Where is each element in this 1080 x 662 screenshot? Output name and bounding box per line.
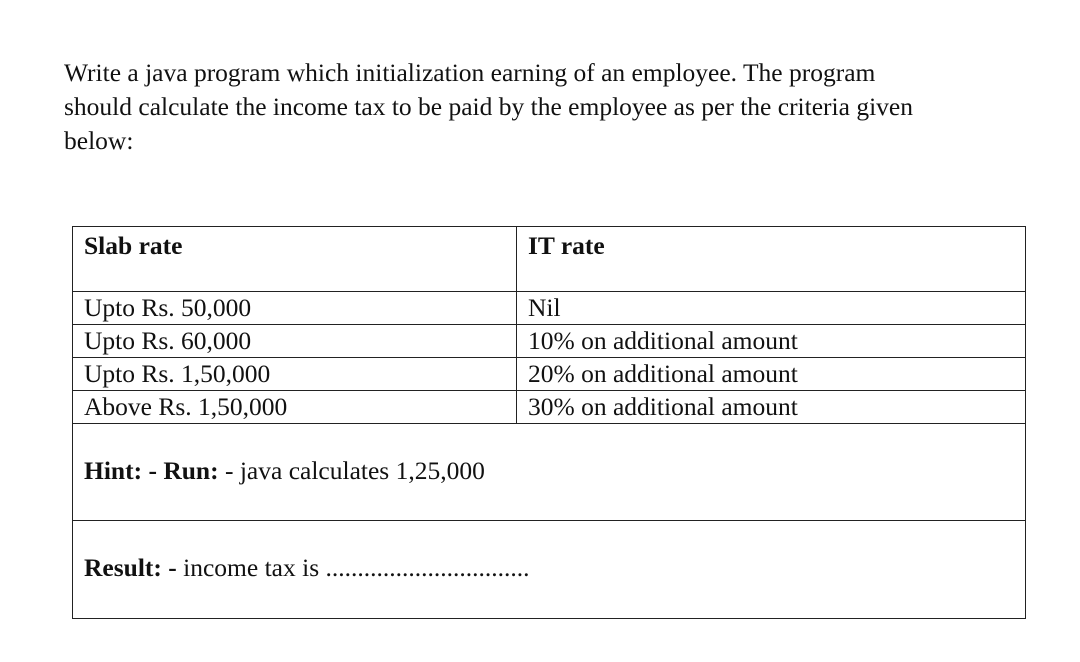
slab-rate-header: Slab rate [73,227,517,292]
rate-cell: 10% on additional amount [517,325,1026,358]
result-row [73,521,1026,619]
table-row [73,325,1026,358]
question-text [64,56,1024,158]
run-label: Run: [163,456,219,485]
question-line-1: Write a java program which initialization earning of an employee. The program [64,58,876,87]
it-rate-header: IT rate [517,227,1026,292]
slab-cell: Upto Rs. 50,000 [73,292,517,325]
slab-cell: Upto Rs. 60,000 [73,325,517,358]
result-cell [73,521,1026,619]
table-row [73,292,1026,325]
result-blank: ................................ [325,553,530,582]
slab-cell: Above Rs. 1,50,000 [73,391,517,424]
result-label: Result: - [84,553,177,582]
rate-cell: 30% on additional amount [517,391,1026,424]
rate-cell: Nil [517,292,1026,325]
table-row [73,358,1026,391]
question-line-3: below: [64,126,134,155]
table-header-row [73,227,1026,292]
hint-label: Hint: - [84,456,157,485]
table-row [73,391,1026,424]
question-line-2: should calculate the income tax to be paid by the employee as per the criteria given [64,92,913,121]
result-text: income tax is [176,553,326,582]
hint-row [73,424,1026,521]
rate-cell: 20% on additional amount [517,358,1026,391]
hint-text: - java calculates 1,25,000 [218,456,485,485]
slab-cell: Upto Rs. 1,50,000 [73,358,517,391]
hint-cell [73,424,1026,521]
tax-slab-table [72,226,1026,619]
